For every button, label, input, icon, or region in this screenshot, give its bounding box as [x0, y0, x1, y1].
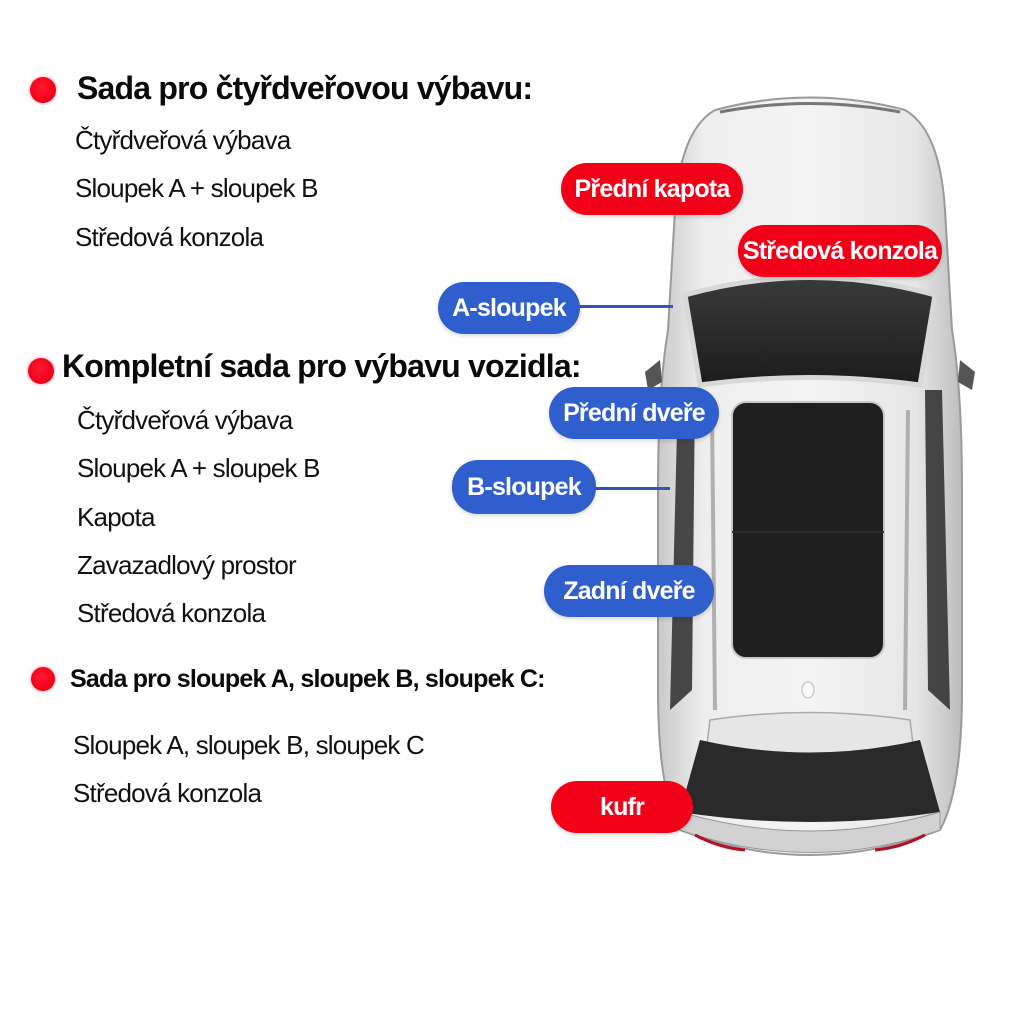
list-item: Středová konzola	[77, 598, 266, 628]
label-front-hood: Přední kapota	[561, 163, 743, 215]
list-item: Kapota	[77, 502, 155, 532]
label-a-pillar: A-sloupek	[438, 282, 580, 334]
list-item: Zavazadlový prostor	[77, 550, 296, 580]
b-pillar-leader-line	[590, 487, 670, 490]
bullet-icon	[31, 667, 55, 691]
list-item: Středová konzola	[75, 222, 264, 252]
section-title-pillar-set: Sada pro sloupek A, sloupek B, sloupek C:	[70, 665, 545, 693]
section-title-four-door: Sada pro čtyřdveřovou výbavu:	[77, 70, 533, 106]
list-item: Sloupek A + sloupek B	[75, 173, 318, 203]
list-item: Čtyřdveřová výbava	[77, 405, 293, 435]
list-item: Středová konzola	[73, 778, 262, 808]
a-pillar-leader-line	[578, 305, 673, 308]
section-title-complete-set: Kompletní sada pro výbavu vozidla:	[62, 348, 581, 384]
list-item: Sloupek A, sloupek B, sloupek C	[73, 730, 424, 760]
bullet-icon	[28, 358, 54, 384]
label-center-console: Středová konzola	[738, 225, 942, 277]
bullet-icon	[30, 77, 56, 103]
list-item: Čtyřdveřová výbava	[75, 125, 291, 155]
label-front-doors: Přední dveře	[549, 387, 719, 439]
label-rear-doors: Zadní dveře	[544, 565, 714, 617]
label-trunk: kufr	[551, 781, 693, 833]
label-b-pillar: B-sloupek	[452, 460, 596, 514]
list-item: Sloupek A + sloupek B	[77, 453, 320, 483]
